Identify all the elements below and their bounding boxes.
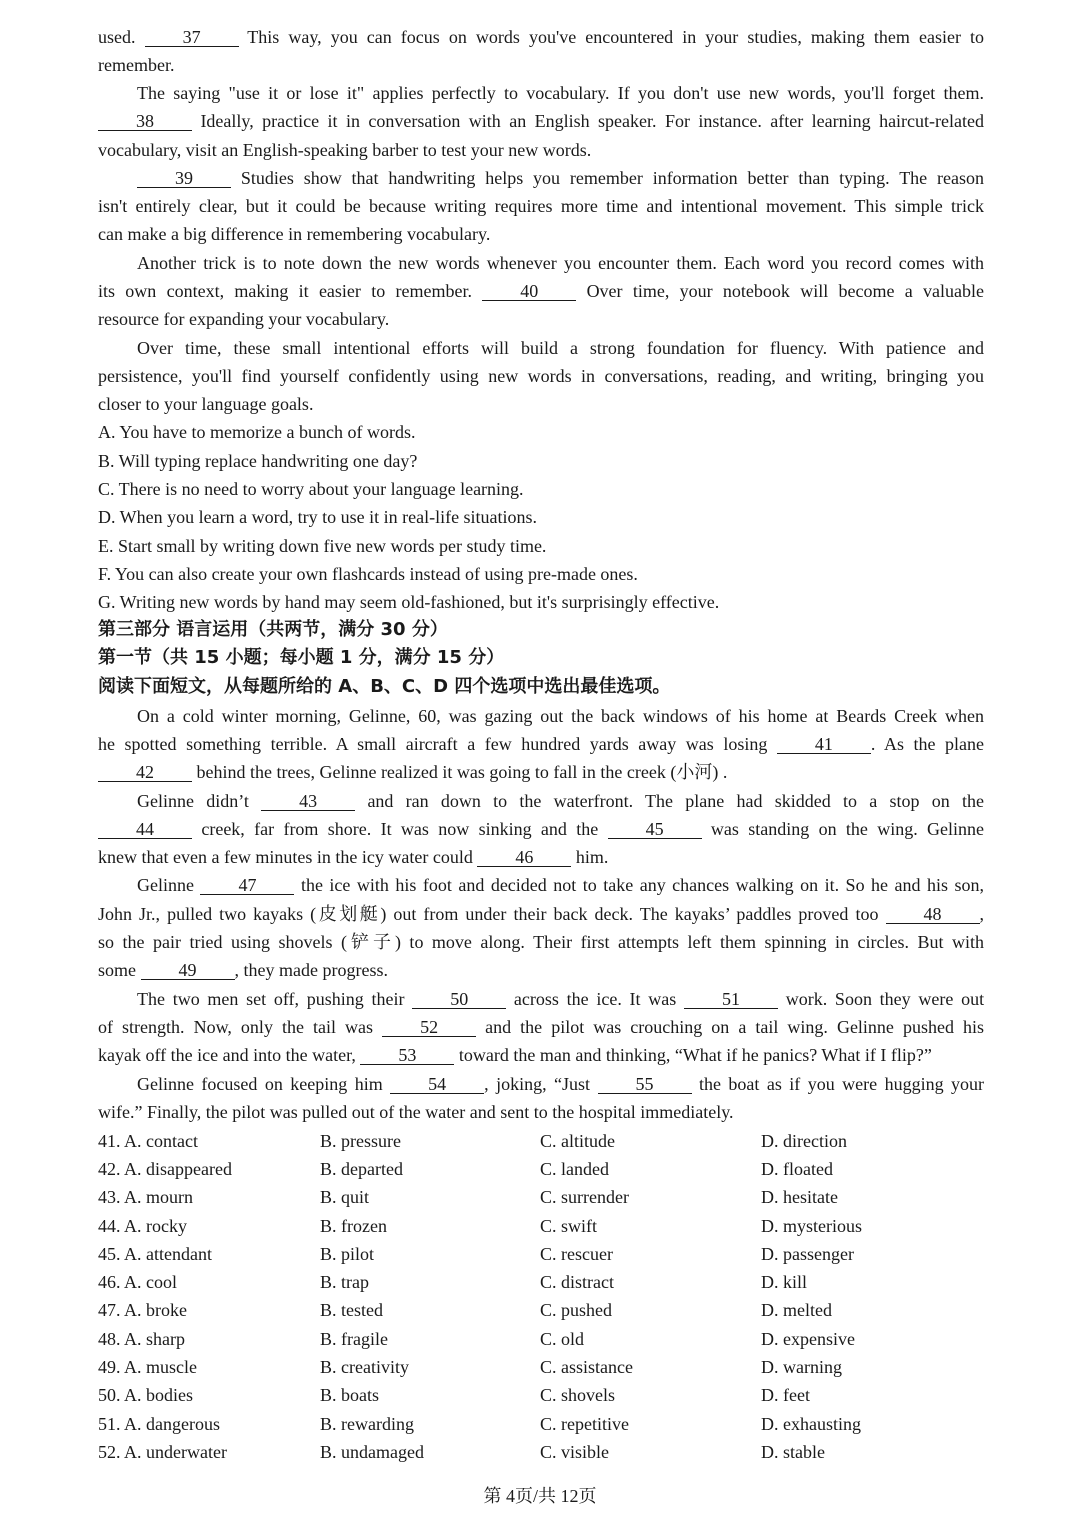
choice-c: C. surrender xyxy=(540,1187,629,1207)
passage-line: On a cold winter morning, Gelinne, 60, was gazing out the back windows of his home at Beards Creek when xyxy=(137,706,984,726)
choice-b: B. creativity xyxy=(320,1357,409,1377)
passage-line: John Jr., pulled two kayaks (皮划艇) out from under their back deck. The kayaks’ paddles proved too 48 , xyxy=(98,904,984,924)
choice-d: D. exhausting xyxy=(761,1414,861,1434)
question-row xyxy=(98,1438,984,1466)
answer-blank: 37 xyxy=(145,28,239,47)
passage-line: its own context, making it easier to remember. 40 Over time, your notebook will become a valuable xyxy=(98,281,985,301)
choice-c: C. swift xyxy=(540,1216,598,1236)
passage-line: so the pair tried using shovels (铲子) to move along. Their first attempts left them spinning in circles. But with xyxy=(98,932,984,952)
choice-d: D. floated xyxy=(761,1159,833,1179)
passage-line: persistence, you'll find yourself confidently using new words in conversations, reading, and writing, bringing you xyxy=(98,366,984,386)
answer-blank: 44 xyxy=(98,820,192,839)
choice-a: 49. A. muscle xyxy=(98,1357,197,1377)
question-row xyxy=(98,1325,984,1353)
passage-line: knew that even a few minutes in the icy water could 46 him. xyxy=(98,847,609,867)
answer-blank: 42 xyxy=(98,763,192,782)
passage-line: vocabulary, visit an English-speaking barber to test your new words. xyxy=(98,140,592,160)
choice-b: B. trap xyxy=(320,1272,369,1292)
question-row xyxy=(98,1155,984,1183)
question-row xyxy=(98,1381,984,1409)
choice-b: B. boats xyxy=(320,1385,380,1405)
question-row xyxy=(98,1268,984,1296)
option-a: A. You have to memorize a bunch of words. xyxy=(98,422,416,442)
choice-a: 43. A. mourn xyxy=(98,1187,194,1207)
option-e: E. Start small by writing down five new words per study time. xyxy=(98,536,547,556)
choice-a: 44. A. rocky xyxy=(98,1216,187,1236)
choice-b: B. quit xyxy=(320,1187,370,1207)
passage-line: some 49 , they made progress. xyxy=(98,960,388,980)
question-row xyxy=(98,1353,984,1381)
choice-d: D. hesitate xyxy=(761,1187,838,1207)
choice-c: C. repetitive xyxy=(540,1414,629,1434)
passage-line: kayak off the ice and into the water, 53 toward the man and thinking, “What if he panics? What if I flip?” xyxy=(98,1045,932,1065)
answer-blank: 38 xyxy=(98,112,192,131)
question-row xyxy=(98,1240,984,1268)
passage-line: 44 creek, far from shore. It was now sinking and the 45 was standing on the wing. Gelinne xyxy=(98,815,984,843)
answer-blank: 45 xyxy=(608,820,702,839)
choice-d: D. mysterious xyxy=(761,1216,862,1236)
answer-blank: 49 xyxy=(141,961,235,980)
choice-a: 51. A. dangerous xyxy=(98,1414,220,1434)
passage-line: of strength. Now, only the tail was 52 and the pilot was crouching on a tail wing. Gelinne pushed his xyxy=(98,1017,985,1037)
choice-c: C. distract xyxy=(540,1272,614,1292)
choice-b: B. fragile xyxy=(320,1329,388,1349)
passage-line: isn't entirely clear, but it could be because writing requires more time and intentional movement. This simple trick xyxy=(98,196,984,216)
choice-c: C. rescuer xyxy=(540,1244,613,1264)
choice-d: D. passenger xyxy=(761,1244,854,1264)
passage-line: Gelinne focused on keeping him 54 , joking, “Just 55 the boat as if you were hugging your xyxy=(137,1074,985,1094)
option-d: D. When you learn a word, try to use it in real-life situations. xyxy=(98,507,538,527)
choice-c: C. altitude xyxy=(540,1131,615,1151)
choice-c: C. landed xyxy=(540,1159,609,1179)
choice-d: D. expensive xyxy=(761,1329,855,1349)
choice-b: B. pilot xyxy=(320,1244,375,1264)
answer-blank: 55 xyxy=(598,1075,692,1094)
choice-b: B. frozen xyxy=(320,1216,387,1236)
passage-line: The two men set off, pushing their 50 across the ice. It was 51 work. Soon they were out xyxy=(137,989,985,1009)
instructions: 阅读下面短文，从每题所给的 A、B、C、D 四个选项中选出最佳选项。 xyxy=(98,676,671,697)
answer-blank: 43 xyxy=(261,792,355,811)
choice-a: 48. A. sharp xyxy=(98,1329,185,1349)
passage-line: The saying "use it or lose it" applies perfectly to vocabulary. If you don't use new words, you'll forget them. xyxy=(137,83,984,103)
choice-a: 47. A. broke xyxy=(98,1300,187,1320)
answer-blank: 48 xyxy=(886,905,980,924)
answer-blank: 53 xyxy=(360,1046,454,1065)
choice-a: 46. A. cool xyxy=(98,1272,177,1292)
passage-line: resource for expanding your vocabulary. xyxy=(98,309,390,329)
choice-d: D. feet xyxy=(761,1385,810,1405)
choice-b: B. departed xyxy=(320,1159,403,1179)
passage-line: 38 Ideally, practice it in conversation with an English speaker. For instance. after learning haircut-related xyxy=(98,107,984,135)
question-row xyxy=(98,1183,984,1211)
question-row xyxy=(98,1127,984,1155)
passage-line: wife.” Finally, the pilot was pulled out of the water and sent to the hospital immediately. xyxy=(98,1102,734,1122)
choice-c: C. visible xyxy=(540,1442,610,1462)
choice-a: 50. A. bodies xyxy=(98,1385,194,1405)
answer-blank: 52 xyxy=(382,1018,476,1037)
question-row xyxy=(98,1296,984,1324)
passage-line: closer to your language goals. xyxy=(98,394,314,414)
option-b: B. Will typing replace handwriting one day? xyxy=(98,451,418,471)
choice-d: D. warning xyxy=(761,1357,842,1377)
passage-line: Gelinne 47 the ice with his foot and decided not to take any chances walking on it. So he and his son, xyxy=(137,875,984,895)
passage-line: used. 37 This way, you can focus on words you've encountered in your studies, making them easier to xyxy=(98,27,984,47)
passage-line: can make a big difference in remembering vocabulary. xyxy=(98,224,491,244)
answer-blank: 50 xyxy=(412,990,506,1009)
answer-blank: 54 xyxy=(390,1075,484,1094)
option-c: C. There is no need to worry about your language learning. xyxy=(98,479,524,499)
choice-d: D. stable xyxy=(761,1442,825,1462)
choice-a: 52. A. underwater xyxy=(98,1442,227,1462)
choice-b: B. tested xyxy=(320,1300,383,1320)
choice-a: 42. A. disappeared xyxy=(98,1159,232,1179)
answer-blank: 40 xyxy=(482,282,576,301)
passage-line: remember. xyxy=(98,55,175,75)
answer-blank: 46 xyxy=(477,848,571,867)
passage-line: 39 Studies show that handwriting helps you remember information better than typing. The reason xyxy=(137,164,984,192)
choice-d: D. melted xyxy=(761,1300,832,1320)
question-row xyxy=(98,1410,984,1438)
choice-d: D. kill xyxy=(761,1272,808,1292)
choice-a: 45. A. attendant xyxy=(98,1244,212,1264)
option-f: F. You can also create your own flashcards instead of using pre-made ones. xyxy=(98,564,638,584)
answer-blank: 51 xyxy=(684,990,778,1009)
choice-c: C. old xyxy=(540,1329,585,1349)
choice-b: B. undamaged xyxy=(320,1442,424,1462)
question-row xyxy=(98,1212,984,1240)
answer-blank: 41 xyxy=(777,735,871,754)
choice-b: B. rewarding xyxy=(320,1414,414,1434)
passage-line: Over time, these small intentional efforts will build a strong foundation for fluency. With patience and xyxy=(137,338,984,358)
passage-line: Another trick is to note down the new words whenever you encounter them. Each word you record comes with xyxy=(137,253,984,273)
page-number: 第 4页/共 12页 xyxy=(483,1486,597,1506)
answer-blank: 39 xyxy=(137,169,231,188)
option-g: G. Writing new words by hand may seem old-fashioned, but it's surprisingly effective. xyxy=(98,592,720,612)
choice-c: C. shovels xyxy=(540,1385,616,1405)
choice-c: C. assistance xyxy=(540,1357,633,1377)
choice-d: D. direction xyxy=(761,1131,847,1151)
choice-a: 41. A. contact xyxy=(98,1131,198,1151)
passage-line: Gelinne didn’t 43 and ran down to the waterfront. The plane had skidded to a stop on the xyxy=(137,791,985,811)
subsection-heading: 第一节（共 15 小题；每小题 1 分，满分 15 分） xyxy=(98,647,505,668)
section-heading: 第三部分 语言运用（共两节，满分 30 分） xyxy=(98,619,448,640)
answer-blank: 47 xyxy=(200,876,294,895)
choice-c: C. pushed xyxy=(540,1300,612,1320)
choice-b: B. pressure xyxy=(320,1131,401,1151)
passage-line: he spotted something terrible. A small aircraft a few hundred yards away was losing 41 . As the plane xyxy=(98,734,985,754)
passage-line: 42 behind the trees, Gelinne realized it was going to fall in the creek (小河) . xyxy=(98,758,984,786)
